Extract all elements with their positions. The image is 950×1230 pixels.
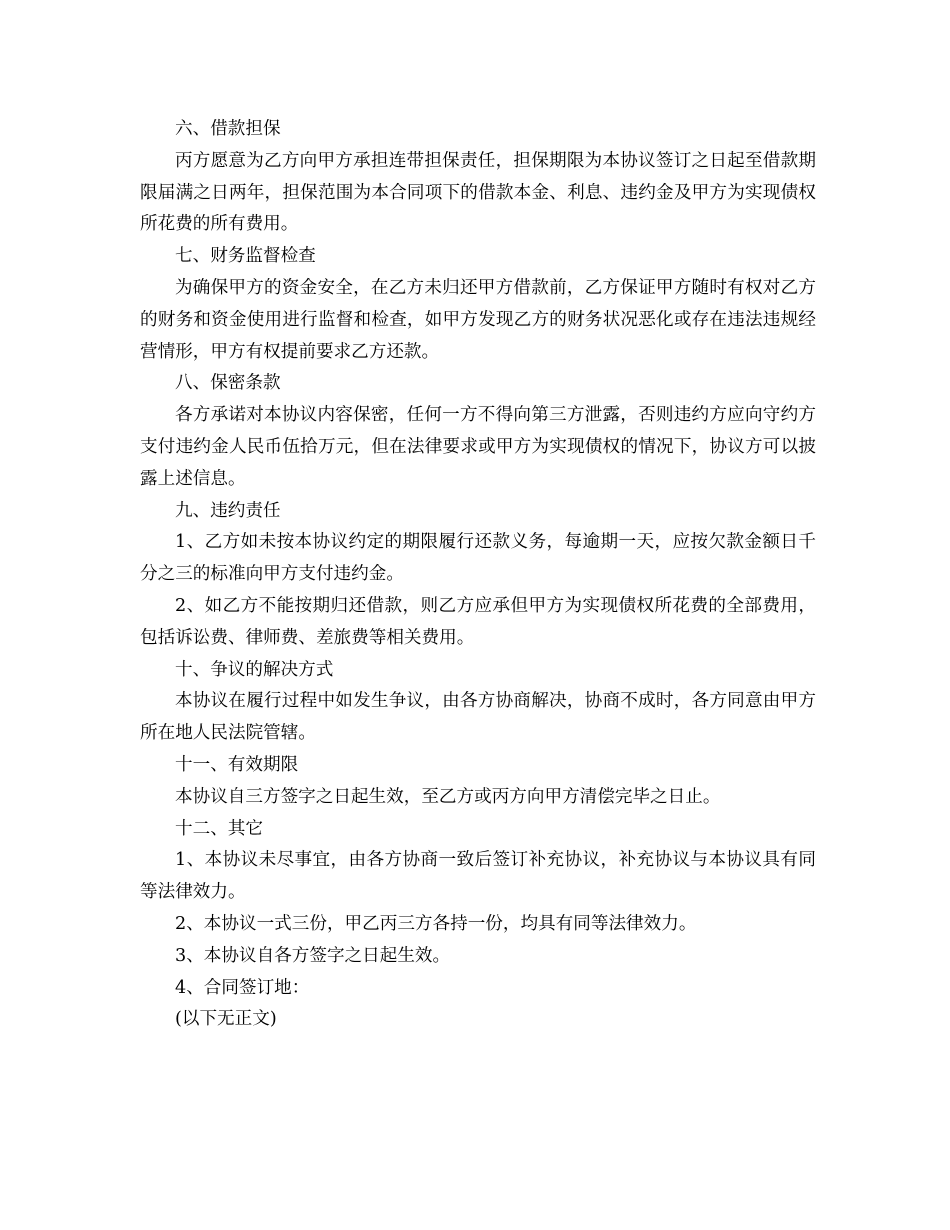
section-heading-confidentiality: 八、保密条款	[175, 373, 281, 394]
section-heading-miscellaneous: 十二、其它	[175, 818, 263, 839]
paragraph-miscellaneous-3: 3、本协议自各方签字之日起生效。	[175, 945, 451, 966]
section-heading-validity: 十一、有效期限	[175, 754, 299, 775]
end-of-text-note: (以下无正文)	[175, 1009, 277, 1030]
paragraph-miscellaneous-1: 1、本协议未尽事宜，由各方协商一致后签订补充协议，补充协议与本协议具有同等法律效力。	[140, 850, 816, 903]
document-body	[140, 114, 816, 1036]
paragraph-miscellaneous-4: 4、合同签订地：	[175, 977, 310, 998]
section-heading-liability: 九、违约责任	[175, 500, 281, 521]
section-heading-financial-supervision: 七、财务监督检查	[175, 246, 316, 267]
paragraph-liability-2: 2、如乙方不能按期归还借款，则乙方应承但甲方为实现债权所花费的全部费用，包括诉讼费、律师费、差旅费等相关费用。	[140, 595, 816, 648]
paragraph-miscellaneous-2: 2、本协议一式三份，甲乙丙三方各持一份，均具有同等法律效力。	[175, 913, 697, 934]
paragraph-liability-1: 1、乙方如未按本协议约定的期限履行还款义务，每逾期一天，应按欠款金额日千分之三的标准向甲方支付违约金。	[140, 532, 816, 585]
paragraph-loan-guarantee: 丙方愿意为乙方向甲方承担连带担保责任，担保期限为本协议签订之日起至借款期限届满之日两年，担保范围为本合同项下的借款本金、利息、违约金及甲方为实现债权所花费的所有费用。	[140, 150, 816, 235]
paragraph-financial-supervision: 为确保甲方的资金安全，在乙方未归还甲方借款前，乙方保证甲方随时有权对乙方的财务和资金使用进行监督和检查，如甲方发现乙方的财务状况恶化或存在违法违规经营情形，甲方有权提前要求乙方还款。	[140, 277, 816, 362]
paragraph-validity: 本协议自三方签字之日起生效，至乙方或丙方向甲方清偿完毕之日止。	[175, 786, 721, 807]
section-heading-dispute-resolution: 十、争议的解决方式	[175, 659, 334, 680]
paragraph-dispute-resolution: 本协议在履行过程中如发生争议，由各方协商解决，协商不成时，各方同意由甲方所在地人民法院管辖。	[140, 691, 816, 744]
paragraph-confidentiality: 各方承诺对本协议内容保密，任何一方不得向第三方泄露，否则违约方应向守约方支付违约金人民币伍拾万元，但在法律要求或甲方为实现债权的情况下，协议方可以披露上述信息。	[140, 405, 816, 489]
section-heading-loan-guarantee: 六、借款担保	[175, 119, 281, 139]
